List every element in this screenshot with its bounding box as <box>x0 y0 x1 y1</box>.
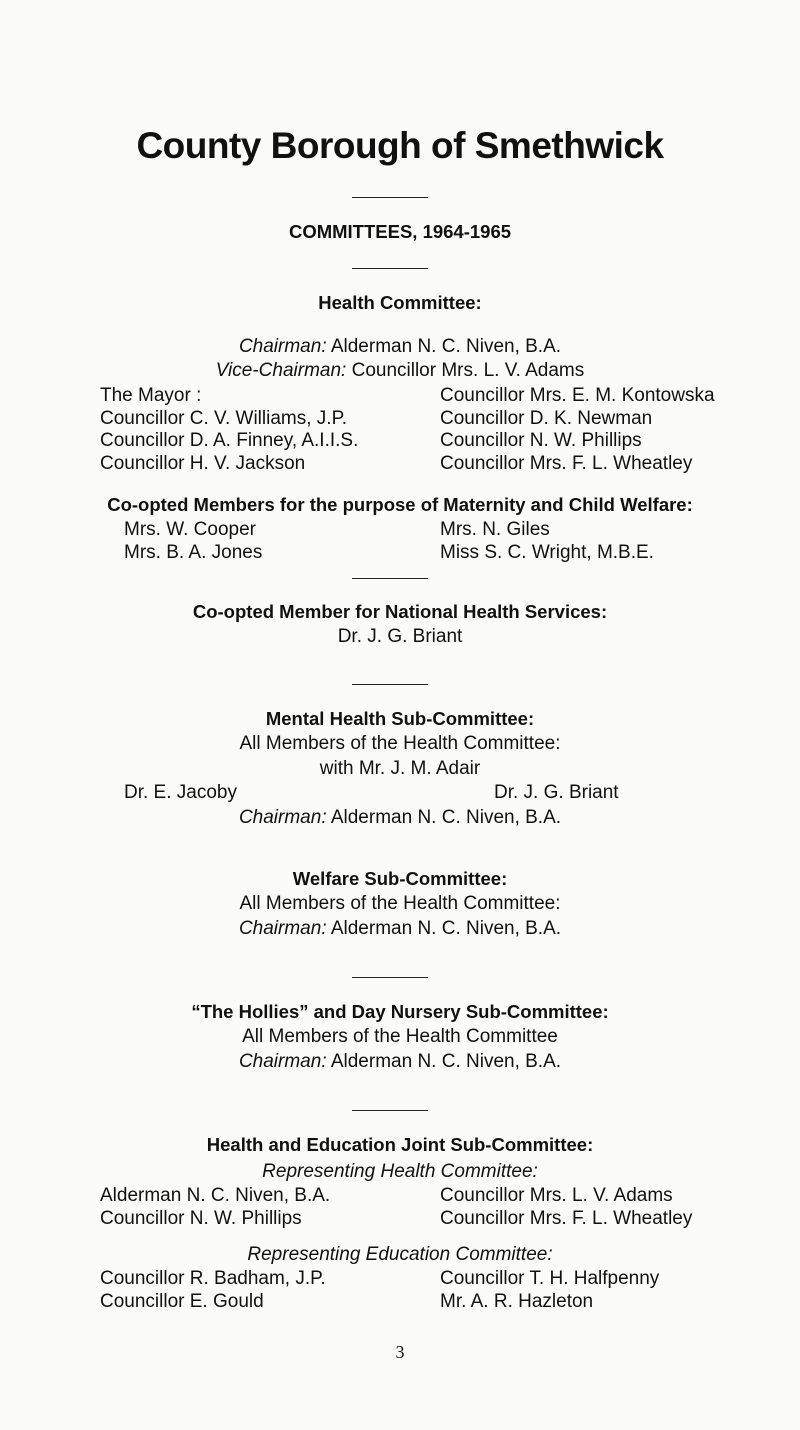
member: Councillor C. V. Williams, J.P. <box>100 407 348 429</box>
member: Councillor Mrs. F. L. Wheatley <box>440 452 693 474</box>
welfare-heading: Welfare Sub-Committee: <box>292 868 508 889</box>
member: Mr. A. R. Hazleton <box>440 1290 594 1312</box>
member: Mrs. N. Giles <box>440 519 550 540</box>
joint-heading: Health and Education Joint Sub-Committee: <box>206 1134 594 1155</box>
mental-health-heading: Mental Health Sub-Committee: <box>265 708 535 729</box>
nhs-heading: Co-opted Member for National Health Services: <box>192 601 608 622</box>
vice-chairman-name: Councillor Mrs. L. V. Adams <box>351 360 585 381</box>
member: Councillor D. A. Finney, A.I.I.S. <box>100 430 359 451</box>
chairman-name: Alderman N. C. Niven, B.A. <box>330 1051 562 1072</box>
member: Alderman N. C. Niven, B.A. <box>100 1185 331 1206</box>
welfare-line1: All Members of the Health Committee: <box>239 893 561 914</box>
chairman-name: Alderman N. C. Niven, B.A. <box>330 918 562 939</box>
nhs-member: Dr. J. G. Briant <box>337 626 463 647</box>
health-members-right <box>440 385 715 475</box>
member: Miss S. C. Wright, M.B.E. <box>440 541 654 563</box>
health-vice-chairman <box>0 360 800 382</box>
health-committee-heading: Health Committee: <box>318 292 482 313</box>
member: Councillor N. W. Phillips <box>440 430 642 451</box>
page-title: County Borough of Smethwick <box>136 125 664 166</box>
joint-edu-left <box>100 1268 326 1313</box>
member: Mrs. B. A. Jones <box>124 541 263 563</box>
member: Councillor D. K. Newman <box>440 407 653 429</box>
joint-health-left <box>100 1185 330 1230</box>
member: Councillor H. V. Jackson <box>100 452 306 474</box>
coopted-left <box>124 519 262 564</box>
mental-left-member: Dr. E. Jacoby <box>124 782 237 803</box>
chairman-label: Chairman: <box>238 918 327 939</box>
health-members-left <box>100 385 358 475</box>
member: Councillor N. W. Phillips <box>100 1207 302 1229</box>
mental-line1: All Members of the Health Committee: <box>239 733 561 754</box>
divider <box>352 578 428 579</box>
chairman-name: Alderman N. C. Niven, B.A. <box>330 807 562 828</box>
subtitle: COMMITTEES, 1964-1965 <box>288 221 512 242</box>
hollies-chairman <box>0 1051 800 1073</box>
member: Councillor Mrs. F. L. Wheatley <box>440 1207 693 1229</box>
mental-line2: with Mr. J. M. Adair <box>319 758 481 779</box>
divider <box>352 197 428 198</box>
divider <box>352 1110 428 1111</box>
health-chairman <box>0 336 800 358</box>
member: Councillor T. H. Halfpenny <box>440 1268 660 1289</box>
hollies-heading: “The Hollies” and Day Nursery Sub-Committee: <box>191 1001 609 1022</box>
page-number: 3 <box>395 1342 405 1362</box>
divider <box>352 684 428 685</box>
mental-right-member: Dr. J. G. Briant <box>494 782 619 803</box>
joint-health-right <box>440 1185 692 1230</box>
divider <box>352 977 428 978</box>
coopted-maternity-heading: Co-opted Members for the purpose of Maternity and Child Welfare: <box>107 494 693 515</box>
mental-chairman <box>0 807 800 829</box>
member: Councillor E. Gould <box>100 1290 264 1312</box>
chairman-label: Chairman: <box>238 1051 327 1072</box>
member: Councillor Mrs. L. V. Adams <box>440 1185 673 1206</box>
member: Mrs. W. Cooper <box>124 519 256 540</box>
joint-edu-right <box>440 1268 659 1313</box>
chairman-name: Alderman N. C. Niven, B.A. <box>330 336 562 357</box>
member: Councillor Mrs. E. M. Kontowska <box>440 385 715 406</box>
chairman-label: Chairman: <box>238 336 327 357</box>
chairman-label: Chairman: <box>238 807 327 828</box>
member: Councillor R. Badham, J.P. <box>100 1268 326 1289</box>
member: The Mayor : <box>100 385 202 406</box>
divider <box>352 268 428 269</box>
vice-chairman-label: Vice-Chairman: <box>215 360 347 381</box>
welfare-chairman <box>0 918 800 940</box>
rep-health-label: Representing Health Committee: <box>262 1161 538 1182</box>
coopted-right <box>440 519 654 564</box>
rep-education-label: Representing Education Committee: <box>247 1244 553 1265</box>
hollies-line1: All Members of the Health Committee <box>242 1026 558 1047</box>
